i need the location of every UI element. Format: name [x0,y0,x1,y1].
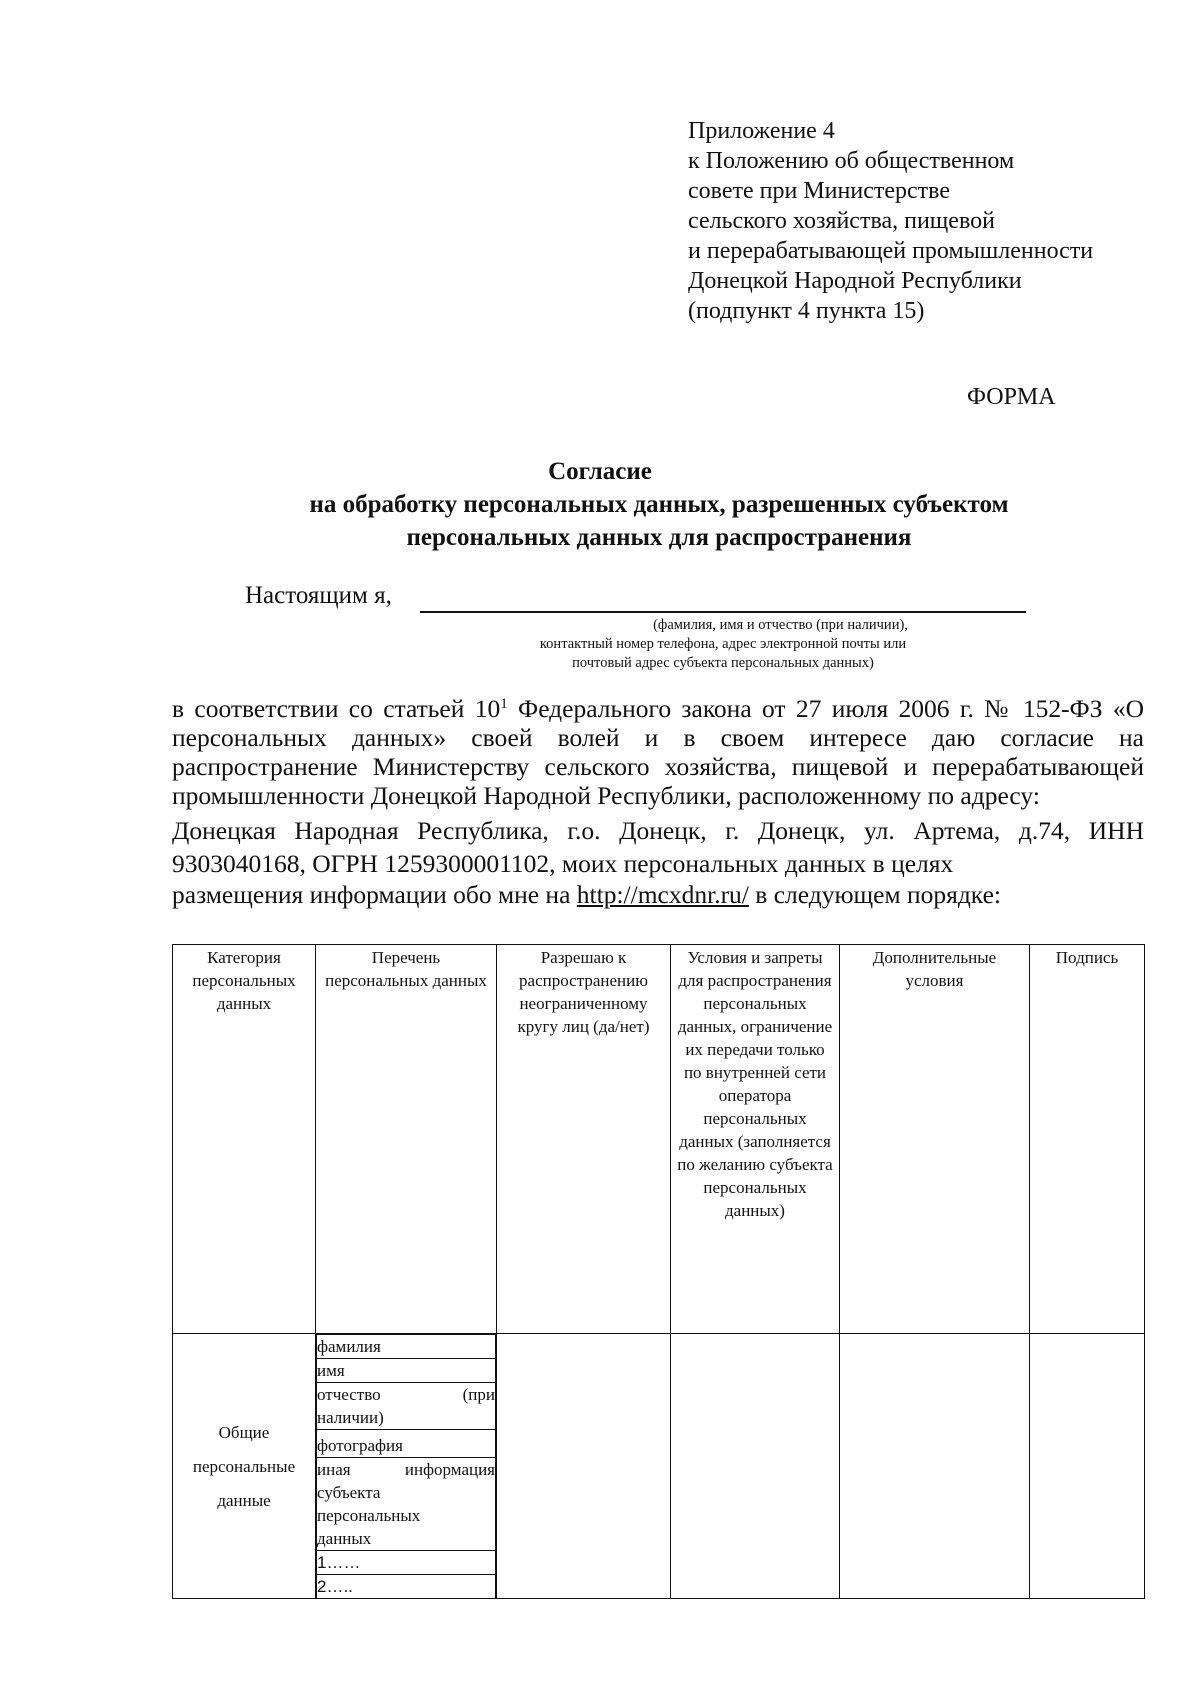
hint-line-1: (фамилия, имя и отчество (при наличии), [653,617,908,633]
item-other-word: данных [317,1529,372,1548]
header-signature: Подпись [1030,945,1145,1334]
appendix-line: Приложение 4 [688,118,835,144]
item-other-word: персональных [317,1506,421,1525]
intro-lead: Настоящим я, [245,582,392,609]
item-other-word: иная [317,1460,351,1479]
title-line-2: на обработку персональных данных, разрешенных субъектом [309,491,1009,518]
additional-cell[interactable] [840,1334,1030,1599]
name-fill-line[interactable] [420,611,1026,613]
items-cell [316,1334,497,1599]
item-other-word: субъекта [317,1483,381,1502]
appendix-line: (подпункт 4 пункта 15) [688,298,925,324]
title-line-3: персональных данных для распространения [406,524,912,551]
header-conditions: Условия и запреты для распространения персональных данных, ограничение их передачи только по внутренней сети оператора персональных данных (заполняется по желанию субъекта персональных данных) [671,945,840,1334]
form-label: ФОРМА [967,384,1056,410]
website-link[interactable]: http://mcxdnr.ru/ [576,880,749,909]
body-p2-end: в следующем порядке: [748,880,1001,909]
header-permission: Разрешаю к распространению неограниченному кругу лиц (да/нет) [497,945,671,1334]
appendix-line: и перерабатывающей промышленности [688,238,1094,264]
item-extra-2[interactable]: 2….. [317,1575,496,1599]
appendix-line: к Положению об общественном [688,148,1015,174]
document-title [0,455,1200,554]
item-other-word: информация [404,1460,495,1479]
category-cell [173,1334,316,1599]
appendix-block [688,116,1093,326]
signature-cell[interactable] [1030,1334,1145,1599]
body-paragraph-1 [172,694,1144,810]
item-patronymic [317,1383,496,1430]
item-photo: фотография [317,1430,496,1458]
header-category: Категория персональных данных [173,945,316,1334]
body-paragraph-2-end [172,880,1144,909]
item-extra-1[interactable]: 1…… [317,1551,496,1575]
item-surname: фамилия [317,1335,496,1359]
appendix-line: совете при Министерстве [688,178,950,204]
title-line-1: Согласие [548,458,652,485]
item-patronymic-word: наличии) [317,1408,384,1427]
category-line: Общие [218,1423,270,1442]
table-row [173,1334,1145,1599]
body-paragraph-2 [172,814,1144,880]
item-other-info [317,1458,496,1551]
item-name: имя [317,1359,496,1383]
category-line: персональные [192,1457,296,1476]
header-additional: Дополнительные условия [840,945,1030,1334]
body-p1-start: в соответствии со статьей 10 [172,694,501,723]
body-p2-middle: размещения информации обо мне на [172,880,577,909]
item-patronymic-word: (при [462,1385,495,1404]
category-line: данные [217,1491,271,1510]
header-list: Перечень персональных данных [316,945,497,1334]
hint-line-3: почтовый адрес субъекта персональных данных) [572,655,874,671]
consent-table [172,944,1145,1599]
body-text [172,694,1144,909]
items-list [316,1334,496,1598]
table-header-row [173,945,1145,1334]
appendix-line: Донецкой Народной Республики [688,268,1022,294]
conditions-cell[interactable] [671,1334,840,1599]
body-p1-rest: Федерального закона от 27 июля 2006 г. № 152-ФЗ «О персональных данных» своей волей и в своем интересе даю согласие на распространение Министерству сельского хозяйства, пищевой и перерабатывающей промышленности Донецкой Народной Республики, расположенному по адресу: [172,694,1144,810]
hint-line-2: контактный номер телефона, адрес электронной почты или [539,636,907,652]
fill-hint [420,616,1026,673]
body-p2-start: Донецкая Народная Республика, г.о. Донецк, г. Донецк, ул. Артема, д.74, ИНН 9303040168, ОГРН 1259300001102, моих персональных данных в целях [172,816,1144,878]
item-patronymic-word: отчество [317,1385,381,1404]
article-superscript: 1 [500,696,508,712]
permission-cell[interactable] [497,1334,671,1599]
appendix-line: сельского хозяйства, пищевой [688,208,995,234]
